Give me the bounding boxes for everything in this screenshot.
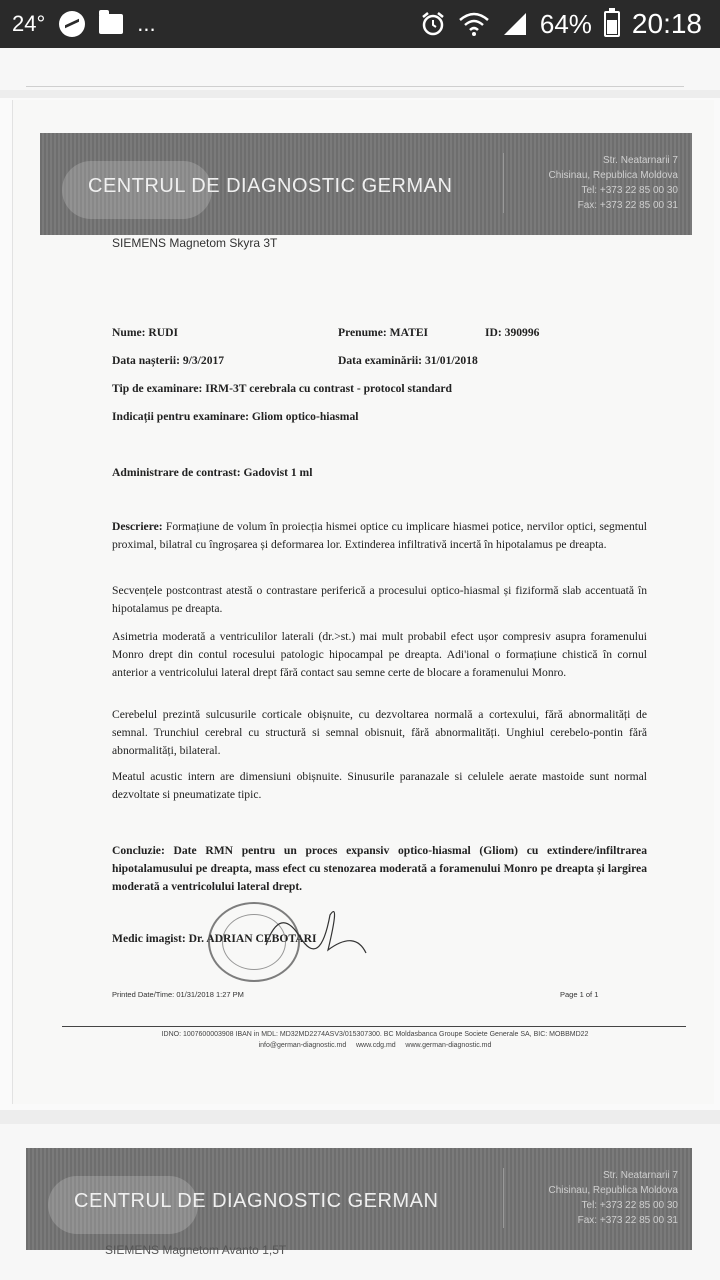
clinic-address: Str. Neatarnarii 7 Chisinau, Republica Moldova Tel: +373 22 85 00 30 Fax: +373 22 85 00 31 [503,153,678,213]
alarm-icon [420,11,446,37]
status-left [12,0,156,48]
temperature-text: 24° [12,11,46,36]
birth-date: Data nașterii: 9/3/2017 [112,354,225,367]
exam-indication: Indicații pentru examinare: Gliom optico-hiasmal [112,410,359,423]
patient-id: ID: 390996 [485,326,540,339]
next-page-scanner-model: SIEMENS Magnetom Avanto 1,5T [105,1243,287,1257]
physician: Medic imagist: Dr. ADRIAN CEBOTARI [112,932,317,945]
description-paragraph-5: Meatul acustic intern are dimensiuni obișnuite. Sinusurile paranazale si celulele aerate mastoide sunt normal dezvoltate si pneumatizate tipic. [112,770,647,801]
description-paragraph-3: Asimetria moderată a ventriculilor laterali (dr.>st.) mai mult probabil efect ușor compresiv asupra foramenului Monro drept din contul rocesului patologic hipocampal pe dreapta. Adi'ional o formațiune chistică în cornul anterior a ventricolului lateral drept fără contact sau semne certe de blocare a foramenului Monro. [112,630,647,679]
battery-icon [604,11,620,37]
patient-surname: Prenume: MATEI [338,326,429,339]
previous-page-edge[interactable] [0,48,720,90]
folder-icon [99,14,123,34]
clinic-header-banner [40,133,692,235]
printed-datetime: Printed Date/Time: 01/31/2018 1:27 PM [112,990,244,999]
battery-level [607,20,617,34]
status-right [420,0,702,48]
signal-icon [502,11,528,37]
description-paragraph-1: Descriere: Formațiune de volum în proiecția hismei optice cu implicare hiasmei potice, nervilor optici, segmentul proximal, bilatral cu îngroșarea și deformarea lor. Extinderea infiltrativă incertă în hipotalamus pe dreapta. [112,520,647,551]
wifi-icon [458,11,490,37]
scanner-model: SIEMENS Magnetom Skyra 3T [112,236,278,250]
physician-signature [260,895,370,965]
exam-date: Data examinării: 31/01/2018 [338,354,478,367]
page-number: Page 1 of 1 [560,990,599,999]
footer-bank-details: IDNO: 1007600003908 IBAN in MDL: MD32MD2274ASV3/015307300. BC Moldasbanca Groupe Societe Generale SA, BIC: MOBBMD22 [161,1031,589,1038]
clock-time: 20:18 [631,8,702,39]
clinic-name: CENTRUL DE DIAGNOSTIC GERMAN [88,175,453,197]
patient-name: Nume: RUDI [112,326,179,339]
exam-type: Tip de examinare: IRM-3T cerebrala cu contrast - protocol standard [112,382,452,395]
next-page-clinic-name: CENTRUL DE DIAGNOSTIC GERMAN [74,1190,439,1212]
battery-percent: 64% [539,8,592,39]
conclusion: Concluzie: Date RMN pentru un proces expansiv optico-hiasmal (Gliom) cu extindere/infiltrarea hipotalamusului pe dreapta, mass efect cu stenozarea moderată a foramenului Monro pe dreapta și largirea moderată a ventricolului lateral drept. [112,844,648,893]
next-page-header-banner [26,1148,692,1250]
more-notifications-text: ... [137,11,156,36]
description-paragraph-2: Secvențele postcontrast atestă o contrastare periferică a procesului optico-hiasmal și fiziformă slab accentuată în hipotalamus pe dreapta. [112,584,647,615]
footer-divider [62,1026,686,1027]
footer-contacts: info@german-diagnostic.md www.cdg.md www.german-diagnostic.md [258,1042,492,1049]
status-bar [0,0,720,48]
contrast-admin: Administrare de contrast: Gadovist 1 ml [112,466,313,479]
description-paragraph-4: Cerebelul prezintă sulcusurile corticale obișnuite, cu dezvoltarea normală a cortexului, fără abnormalități de semnal. Trunchiul cerebral cu structură si semnal obisnuit, fără abnormalități. Unghiul cerebelo-pontin fără abnormalități, bilateral. [112,708,647,757]
next-page-clinic-address: Str. Neatarnarii 7 Chisinau, Republica Moldova Tel: +373 22 85 00 30 Fax: +373 22 85 00 31 [503,1168,678,1228]
messenger-icon [59,11,85,37]
